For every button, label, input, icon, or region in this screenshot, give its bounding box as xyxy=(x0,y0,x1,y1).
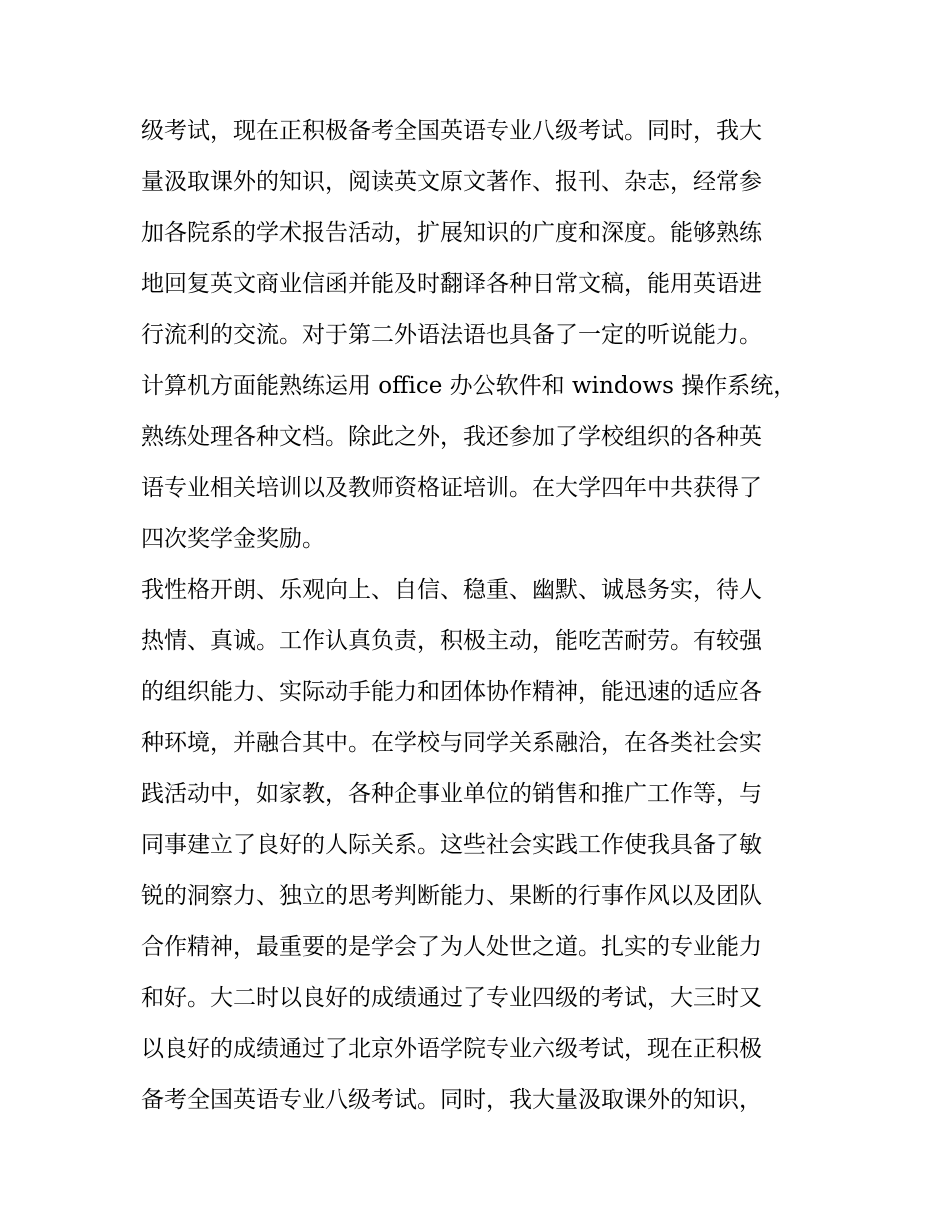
text-line: 以良好的成绩通过了北京外语学院专业六级考试，现在正积极 xyxy=(141,1036,762,1062)
text-line: 同事建立了良好的人际关系。这些社会实践工作使我具备了敏 xyxy=(141,832,762,858)
text-line: 计算机方面能熟练运用 office 办公软件和 windows 操作系统， xyxy=(141,373,797,399)
text-line: 级考试，现在正积极备考全国英语专业八级考试。同时，我大 xyxy=(141,118,762,144)
text-line: 地回复英文商业信函并能及时翻译各种日常文稿，能用英语进 xyxy=(141,271,762,297)
text-line: 践活动中，如家教，各种企事业单位的销售和推广工作等，与 xyxy=(141,781,762,807)
text-line: 合作精神，最重要的是学会了为人处世之道。扎实的专业能力 xyxy=(141,934,762,960)
text-line: 的组织能力、实际动手能力和团体协作精神，能迅速的适应各 xyxy=(141,679,762,705)
text-line: 四次奖学金奖励。 xyxy=(141,526,325,552)
text-line: 语专业相关培训以及教师资格证培训。在大学四年中共获得了 xyxy=(141,475,762,501)
text-line: 备考全国英语专业八级考试。同时，我大量汲取课外的知识， xyxy=(141,1087,762,1113)
text-line: 我性格开朗、乐观向上、自信、稳重、幽默、诚恳务实，待人 xyxy=(141,577,762,603)
text-line: 熟练处理各种文档。除此之外，我还参加了学校组织的各种英 xyxy=(141,424,762,450)
text-line: 和好。大二时以良好的成绩通过了专业四级的考试，大三时又 xyxy=(141,985,762,1011)
text-line: 量汲取课外的知识，阅读英文原文著作、报刊、杂志，经常参 xyxy=(141,169,762,195)
text-line: 行流利的交流。对于第二外语法语也具备了一定的听说能力。 xyxy=(141,322,762,348)
text-line: 热情、真诚。工作认真负责，积极主动，能吃苦耐劳。有较强 xyxy=(141,628,762,654)
text-line: 种环境，并融合其中。在学校与同学关系融洽，在各类社会实 xyxy=(141,730,762,756)
text-line: 加各院系的学术报告活动，扩展知识的广度和深度。能够熟练 xyxy=(141,220,762,246)
document-body xyxy=(141,106,821,1126)
text-line: 锐的洞察力、独立的思考判断能力、果断的行事作风以及团队 xyxy=(141,883,762,909)
